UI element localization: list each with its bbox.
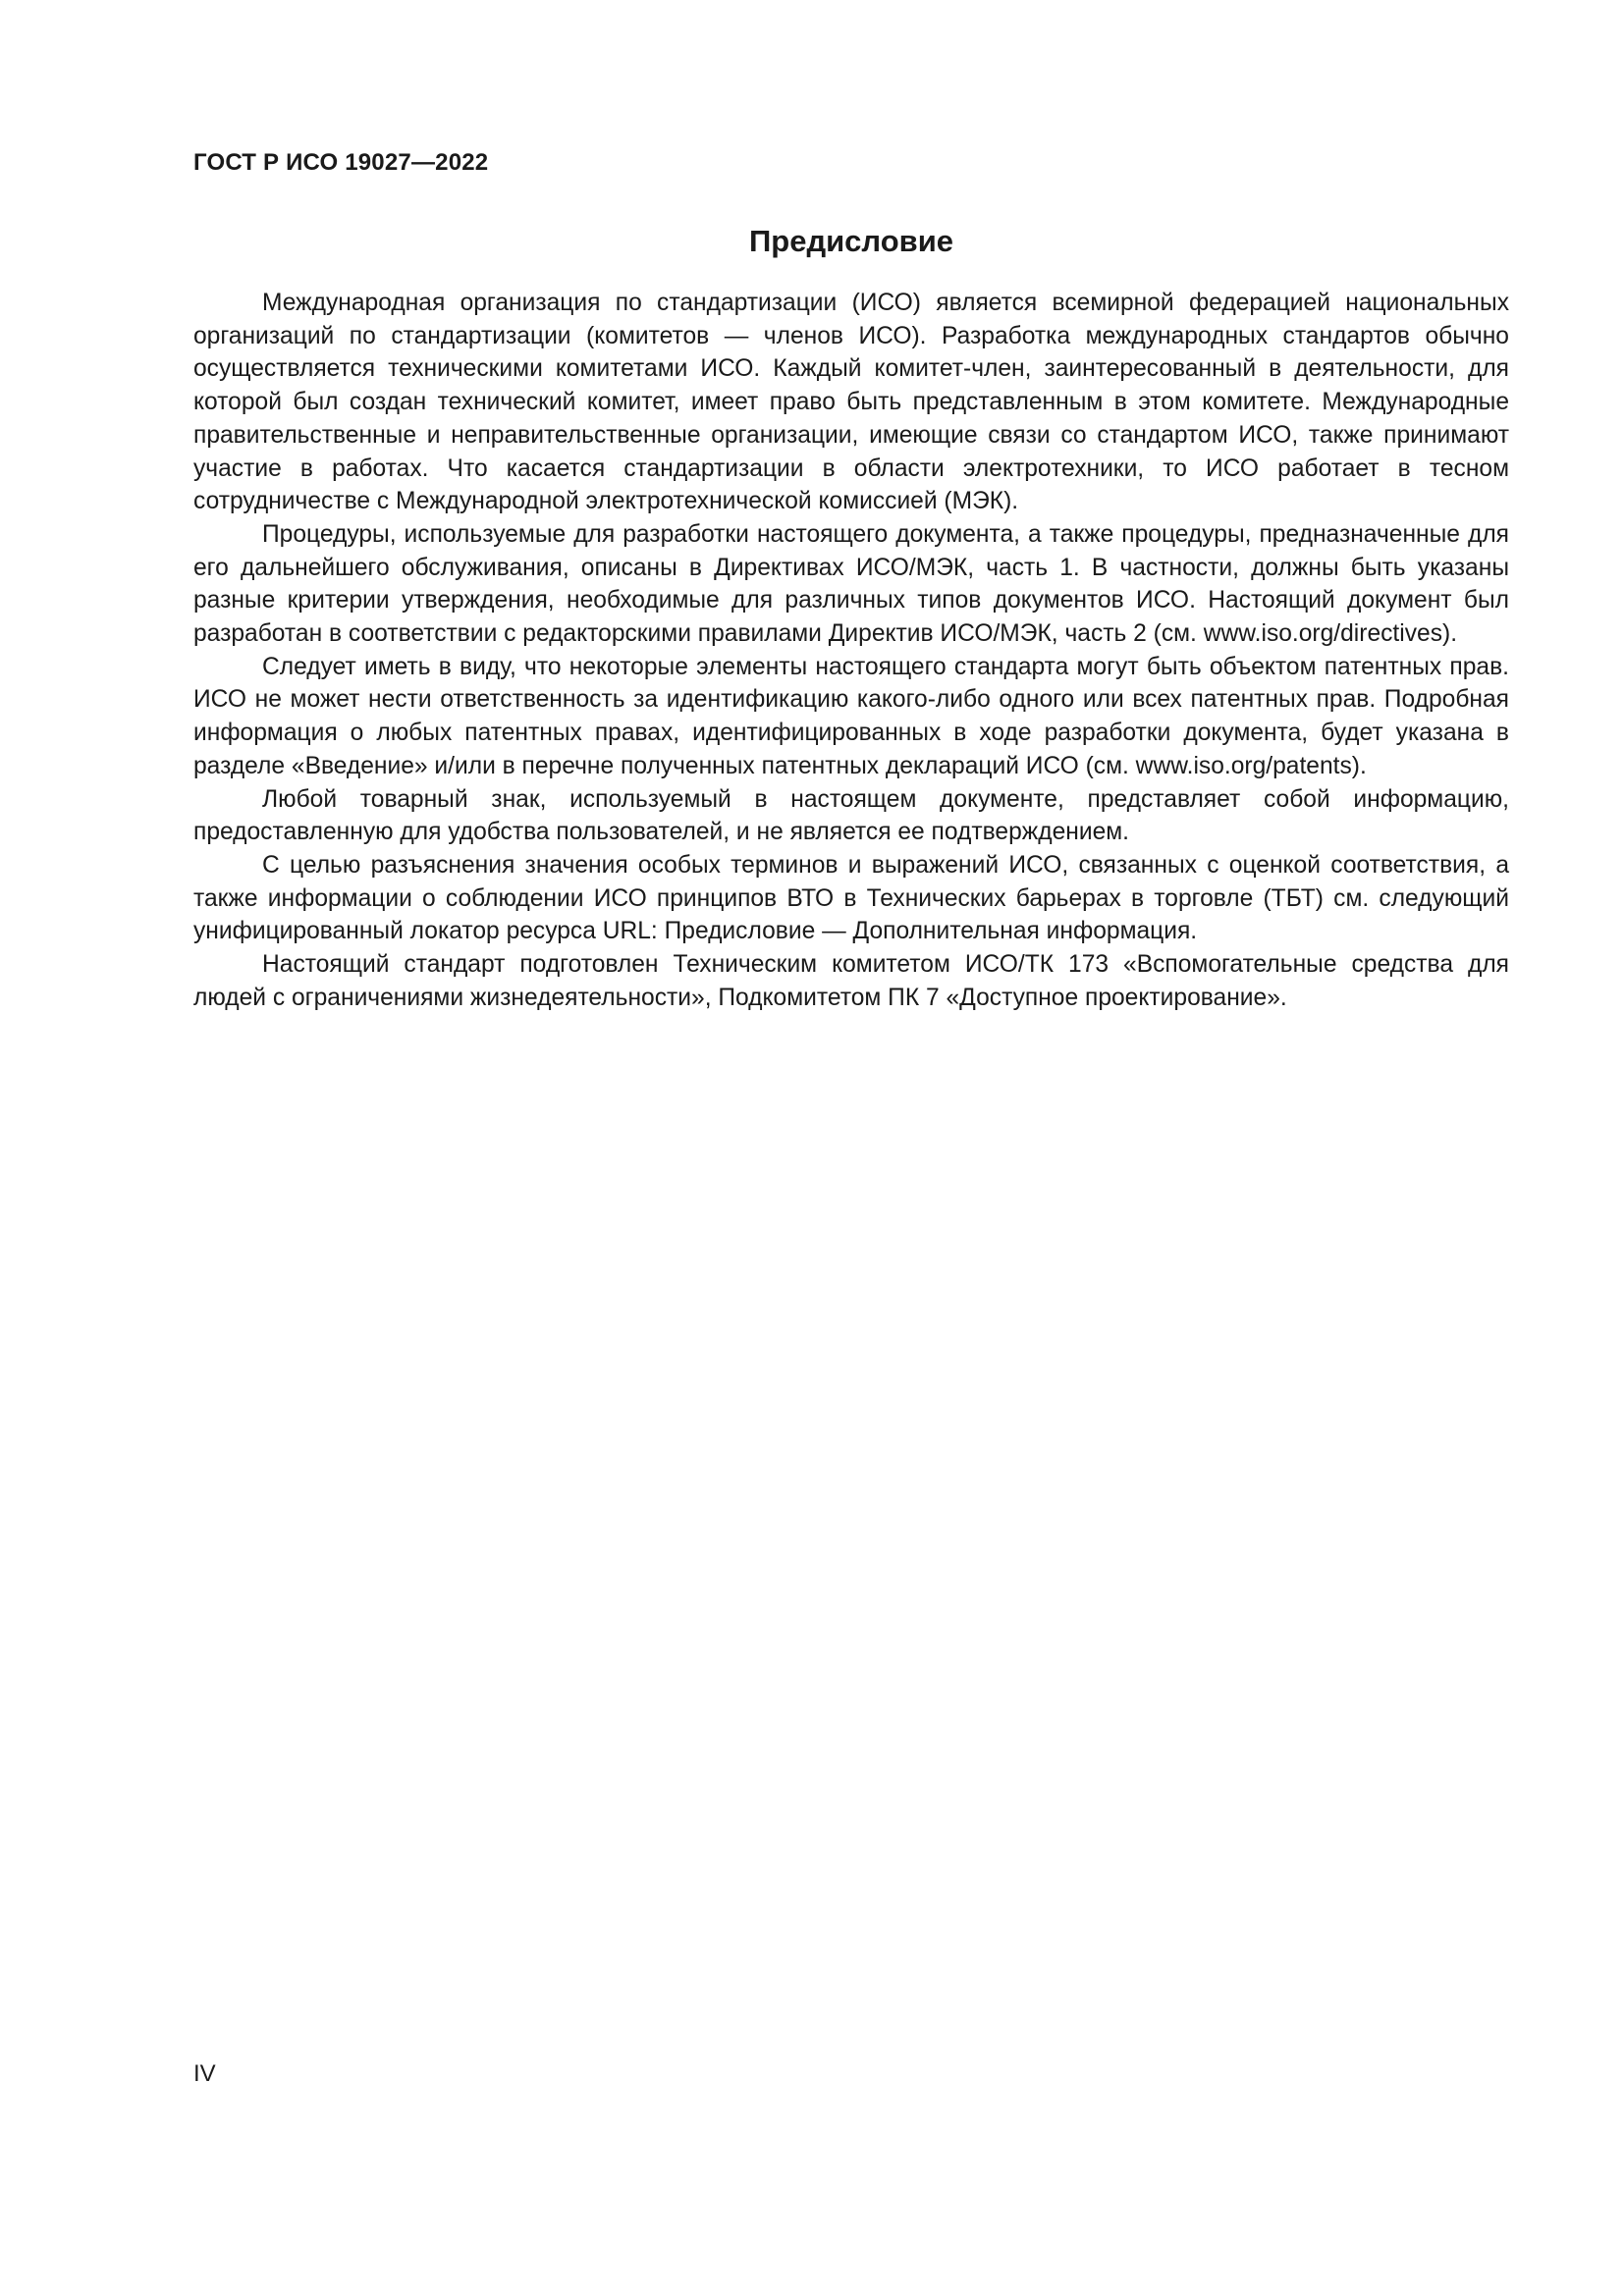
foreword-body <box>193 287 1509 1014</box>
paragraph: Процедуры, используемые для разработки настоящего документа, а также процедуры, предназначенные для его дальнейшего обслуживания, описаны в Директивах ИСО/МЭК, часть 1. В частности, должны быть указаны разные критерии утверждения, необходимые для различных типов документов ИСО. Настоящий документ был разработан в соответствии с редакторскими правилами Директив ИСО/МЭК, часть 2 (см. www.iso.org/directives). <box>193 520 1509 648</box>
paragraph: Любой товарный знак, используемый в настоящем документе, представляет собой информацию, предоставленную для удобства пользователей, и не является ее подтверждением. <box>193 785 1509 846</box>
paragraph: С целью разъяснения значения особых терминов и выражений ИСО, связанных с оценкой соответствия, а также информации о соблюдении ИСО принципов ВТО в Технических барьерах в торговле (ТБТ) см. следующий унифицированный локатор ресурса URL: Предисловие — Дополнительная информация. <box>193 851 1509 945</box>
paragraph: Настоящий стандарт подготовлен Техническим комитетом ИСО/ТК 173 «Вспомогательные средства для людей с ограничениями жизнедеятельности», Подкомитетом ПК 7 «Доступное проектирование». <box>193 951 1509 1011</box>
section-title: Предисловие <box>748 224 953 258</box>
document-header-id: ГОСТ Р ИСО 19027—2022 <box>193 149 489 176</box>
page-number: IV <box>193 2060 216 2087</box>
paragraph: Следует иметь в виду, что некоторые элементы настоящего стандарта могут быть объектом патентных прав. ИСО не может нести ответственность за идентификацию какого-либо одного или всех патентных прав. Подробная информация о любых патентных правах, идентифицированных в ходе разработки документа, будет указана в разделе «Введение» и/или в перечне полученных патентных деклараций ИСО (см. www.iso.org/patents). <box>193 653 1509 779</box>
paragraph: Международная организация по стандартизации (ИСО) является всемирной федерацией национальных организаций по стандартизации (комитетов — членов ИСО). Разработка международных стандартов обычно осуществляется техническими комитетами ИСО. Каждый комитет-член, заинтересованный в деятельности, для которой был создан технический комитет, имеет право быть представленным в этом комитете. Международные правительственные и неправительственные организации, имеющие связи со стандартом ИСО, также принимают участие в работах. Что касается стандартизации в области электротехники, то ИСО работает в тесном сотрудничестве с Международной электротехнической комиссией (МЭК). <box>193 290 1509 515</box>
